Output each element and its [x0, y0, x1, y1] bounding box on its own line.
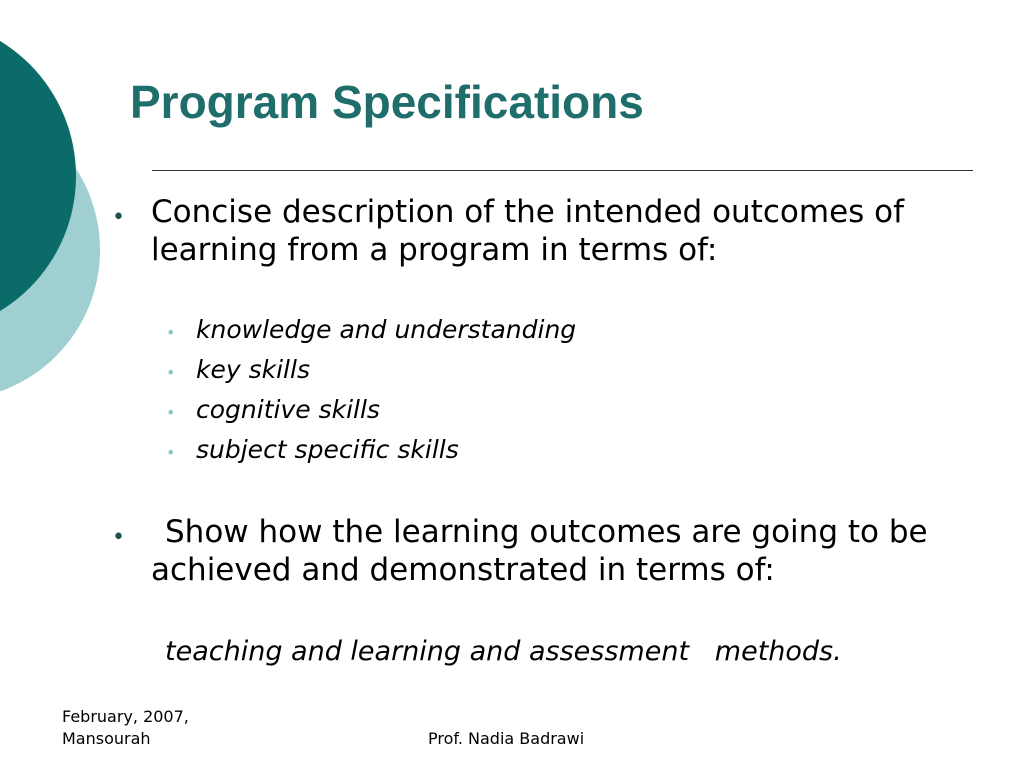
sub-bullet-key-skills: key skills: [196, 355, 310, 384]
sub-bullet-marker: •: [166, 363, 176, 382]
sub-bullet-marker: •: [166, 403, 176, 422]
footer-author: Prof. Nadia Badrawi: [428, 729, 585, 748]
sub-bullet-knowledge: knowledge and understanding: [196, 315, 577, 344]
bullet-text-learning-outcomes: [151, 513, 971, 589]
bullet-text-learning-outcomes-content: Show how the learning outcomes are going to be achieved and demonstrated in terms of:: [151, 514, 928, 588]
sub-bullet-cognitive-skills: cognitive skills: [196, 395, 380, 424]
sub-bullet-marker: •: [166, 323, 176, 342]
sub-bullet-marker: •: [166, 443, 176, 462]
footer-date-line: February, 2007,: [62, 707, 189, 726]
slide-title: Program Specifications: [130, 76, 644, 128]
footer-date: [62, 706, 189, 750]
footer-location-line: Mansourah: [62, 729, 151, 748]
sub-bullet-subject-skills: subject specific skills: [196, 435, 459, 464]
bullet-marker: •: [112, 205, 125, 230]
bullet-marker: •: [112, 525, 125, 550]
title-divider: [152, 170, 973, 171]
bullet-text-concise-description: Concise description of the intended outcomes of learning from a program in terms of:: [151, 194, 905, 268]
methods-continuation: teaching and learning and assessment methods.: [165, 636, 842, 667]
